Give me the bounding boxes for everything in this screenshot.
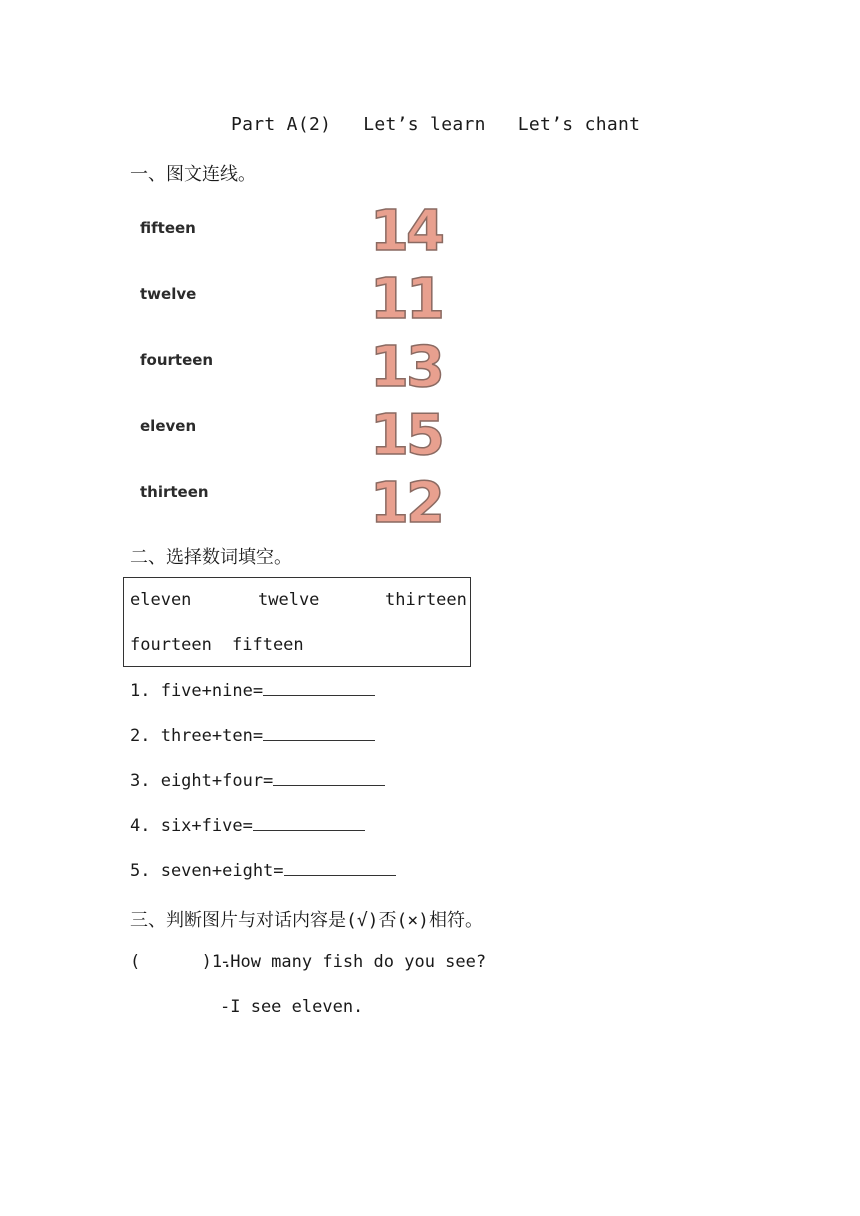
dialog-question: -How many fish do you see? xyxy=(220,952,487,972)
number-text: 13 xyxy=(370,335,442,394)
question-text: 2. three+ten= xyxy=(130,726,264,746)
word-bank-item: twelve xyxy=(258,590,320,610)
match-word[interactable]: thirteen xyxy=(140,483,209,501)
number-text: 12 xyxy=(370,471,442,530)
answer-blank[interactable] xyxy=(263,681,375,696)
question-text: 1. five+nine= xyxy=(130,681,264,701)
number-text: 15 xyxy=(370,403,442,462)
section-2-heading: 二、选择数词填空。 xyxy=(130,547,292,568)
question-text: 5. seven+eight= xyxy=(130,861,284,881)
title-part: Part A(2) xyxy=(231,114,332,135)
question-text: 3. eight+four= xyxy=(130,771,274,791)
section-1-heading: 一、图文连线。 xyxy=(130,164,256,185)
match-word[interactable]: fourteen xyxy=(140,351,214,369)
question-item xyxy=(130,681,375,701)
page-title xyxy=(231,114,640,135)
word-bank-item: thirteen xyxy=(385,590,467,610)
answer-blank[interactable] xyxy=(284,861,396,876)
question-item xyxy=(130,771,385,791)
word-bank-item: fourteen xyxy=(130,635,212,655)
number-image[interactable] xyxy=(368,334,452,394)
answer-blank[interactable] xyxy=(263,726,375,741)
number-image[interactable] xyxy=(368,402,452,462)
section-3-heading: 三、判断图片与对话内容是(√)否(×)相符。 xyxy=(130,910,484,931)
title-learn: Let’s learn xyxy=(363,114,486,135)
number-text: 14 xyxy=(370,199,442,258)
question-item xyxy=(130,726,375,746)
number-image[interactable] xyxy=(368,198,452,258)
number-text: 11 xyxy=(370,267,442,326)
title-chant: Let’s chant xyxy=(517,114,641,135)
judge-paren[interactable]: ( )1. xyxy=(130,952,233,972)
match-word[interactable]: fifteen xyxy=(140,219,196,237)
answer-blank[interactable] xyxy=(253,816,365,831)
number-image[interactable] xyxy=(368,470,452,530)
number-image[interactable] xyxy=(368,266,452,326)
question-text: 4. six+five= xyxy=(130,816,253,836)
question-item xyxy=(130,816,365,836)
match-word[interactable]: eleven xyxy=(140,417,197,435)
question-item xyxy=(130,861,396,881)
word-bank-item: fifteen xyxy=(232,635,304,655)
match-word[interactable]: twelve xyxy=(140,285,197,303)
word-bank-item: eleven xyxy=(130,590,192,610)
answer-blank[interactable] xyxy=(273,771,385,786)
dialog-answer: -I see eleven. xyxy=(220,997,364,1017)
